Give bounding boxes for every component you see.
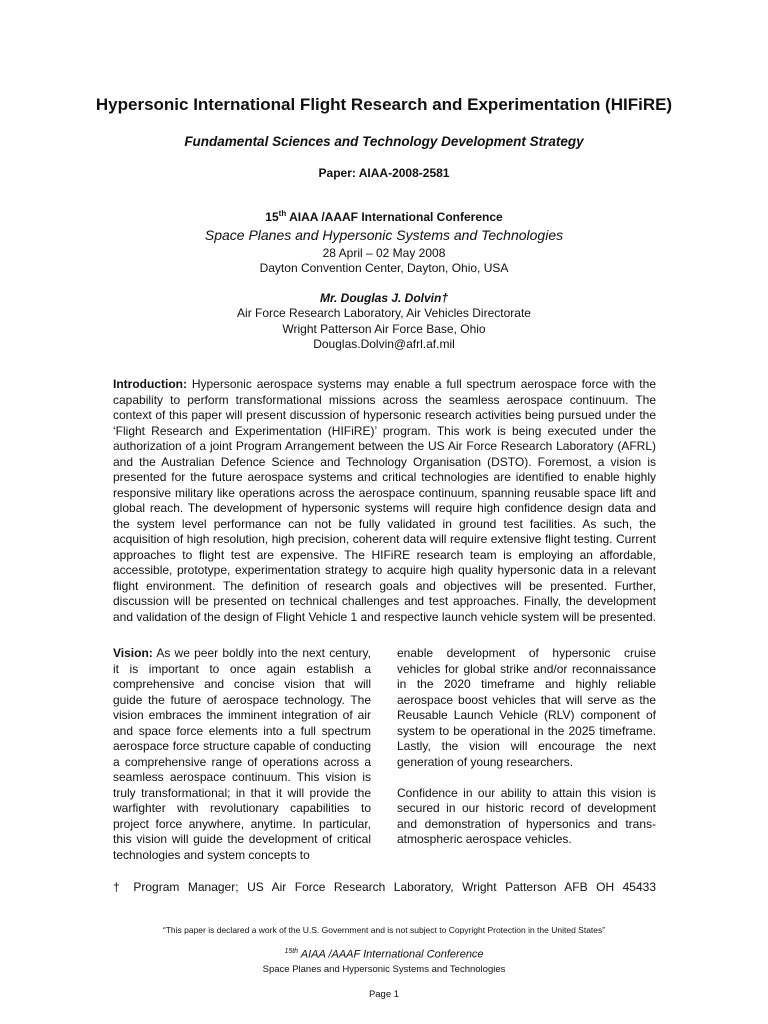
paper-id: Paper: AIAA-2008-2581 (318, 166, 450, 180)
footer-conf-ordinal: th (292, 948, 299, 955)
conference-theme: Space Planes and Hypersonic Systems and Technologies (204, 227, 564, 243)
vision-right-column (397, 646, 656, 863)
author-name: Mr. Douglas J. Dolvin† (319, 291, 449, 305)
footer-conference (60, 948, 708, 961)
conference-details (60, 246, 708, 276)
conference-ordinal: th (278, 209, 287, 218)
author-org: Air Force Research Laboratory, Air Vehicles Directorate (237, 306, 531, 320)
vision-right-paragraph-1: enable development of hypersonic cruise vehicles for global strike and/or reconnaissance in the 2020 timeframe and highly reliable aerospace boost vehicles that will serve as the Reusable Launch Vehicle (RLV) component of system to be operational in the 2025 timeframe. Lastly, the vision will encourage the next generation of young researchers. (397, 646, 656, 769)
introduction-text: Hypersonic aerospace systems may enable a full spectrum aerospace force with the capability to perform transformational missions across the seamless aerospace continuum. The context of this paper will present discussion of hypersonic research activities being pursued under the ‘Flight Research and Experimentation (HIFiRE)’ program. This work is being executed under the authorization of a joint Program Arrangement between the US Air Force Research Laboratory (AFRL) and the Australian Defence Science and Technology Organisation (DSTO). Foremost, a vision is presented for the future aerospace systems and critical technologies are identified to enable highly responsive military like operations across the aerospace continuum, spanning reusable space lift and global reach. The development of hypersonic systems will require high confidence design data and the system level performance can not be fully validated in ground test facilities. As such, the acquisition of high resolution, high precision, coherent data will require extensive flight testing. Current approaches to flight test are expensive. The HIFiRE research team is employing an affordable, accessible, prototype, experimentation strategy to acquire high quality hypersonic data in a relevant flight environment. The definition of research goals and objectives will be presented. Further, discussion will be presented on technical challenges and test approaches. Finally, the development and validation of the design of Flight Vehicle 1 and respective launch vehicle system will be presented. (113, 377, 656, 624)
paper-title: Hypersonic International Flight Research and Experimentation (HIFiRE) (95, 95, 673, 114)
footer-conference-theme: Space Planes and Hypersonic Systems and Technologies (262, 964, 506, 975)
page-number: Page 1 (368, 989, 400, 1000)
vision-right-paragraph-2: Confidence in our ability to attain this vision is secured in our historic record of development and demonstration of hypersonics and trans-atmospheric aerospace vehicles. (397, 785, 656, 846)
introduction-paragraph (113, 377, 656, 625)
vision-heading: Vision: (113, 646, 153, 660)
conference-number: 15 (265, 210, 279, 224)
paper-subtitle: Fundamental Sciences and Technology Development Strategy (184, 134, 584, 149)
author-email[interactable]: Douglas.Dolvin@afrl.af.mil (313, 337, 455, 351)
conference-name: AIAA /AAAF International Conference (286, 210, 503, 224)
conference-dates: 28 April – 02 May 2008 (322, 246, 446, 260)
footer-conf-number: 15 (284, 948, 293, 955)
author-location: Wright Patterson Air Force Base, Ohio (282, 321, 486, 336)
vision-left-column (113, 646, 371, 863)
conference-title (60, 209, 708, 224)
author-affiliation (60, 304, 708, 353)
introduction-heading: Introduction: (113, 377, 187, 391)
author-footnote: † Program Manager; US Air Force Research Laboratory, Wright Patterson AFB OH 45433 (113, 880, 656, 894)
copyright-disclaimer: “This paper is declared a work of the U.S. Government and is not subject to Copyright Protection in the United States” (162, 925, 606, 935)
vision-left-text: As we peer boldly into the next century, it is important to once again establish a comprehensive and concise vision that will guide the future of aerospace technology. The vision embraces the imminent integration of air and space force elements into a full spectrum aerospace force structure capable of conducting a comprehensive range of operations across a seamless aerospace continuum. This vision is truly transformational; in that it will provide the warfighter with revolutionary capabilities to project force anywhere, anytime. In particular, this vision will guide the development of critical technologies and system concepts to (113, 646, 371, 862)
conference-venue: Dayton Convention Center, Dayton, Ohio, USA (259, 261, 509, 275)
footer-conf-name: AIAA /AAAF International Conference (298, 948, 484, 961)
